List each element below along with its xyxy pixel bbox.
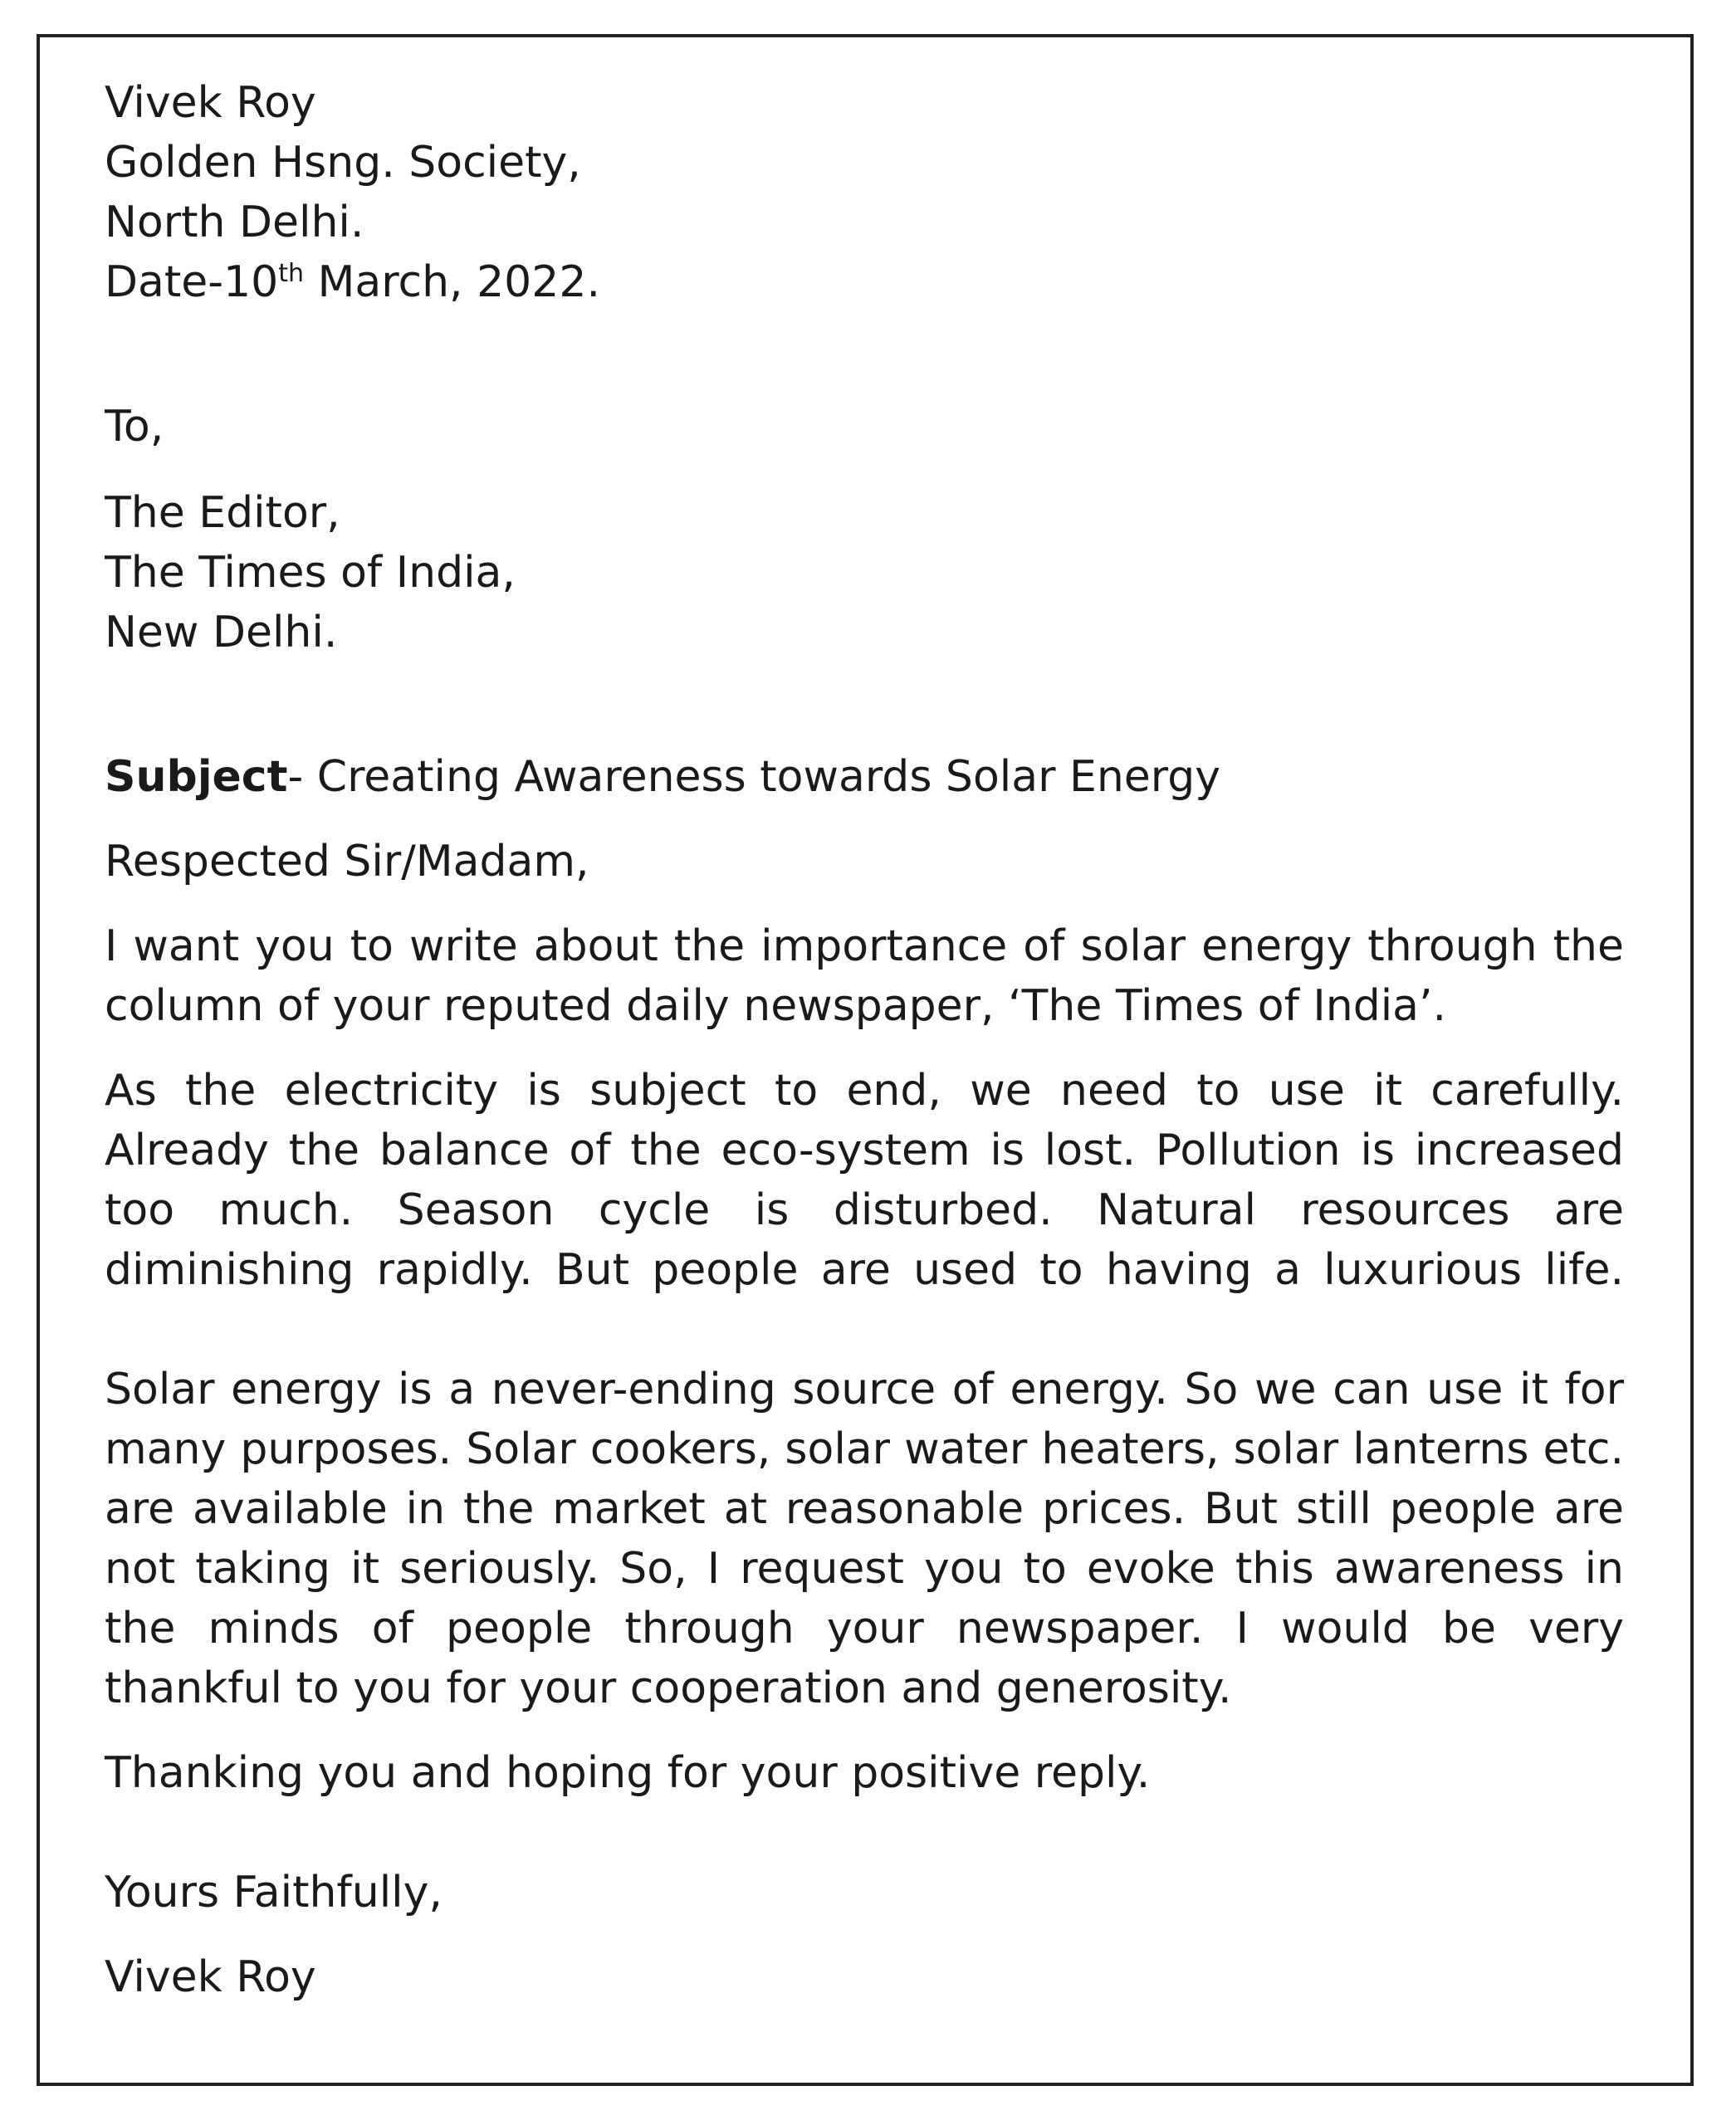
date-prefix: Date-10 [105,257,279,307]
signature [105,1947,1624,2007]
letter-body [105,73,1624,2007]
sender-address-line2: North Delhi. [105,198,364,247]
to-text: To, [105,402,164,452]
recipient-line2: The Times of India, [105,548,516,598]
signoff-text: Yours Faithfully, [105,1868,443,1917]
date-ordinal: th [278,259,304,288]
recipient-block [105,483,1624,662]
paragraph-electricity: As the electricity is subject to end, we need to use it carefully. Already the balance of the eco-system is lost. Pollution is increased too much. Season cycle is disturbed. Natural resources are diminishing rapidly. But people are used to having a luxurious life. [105,1066,1624,1295]
date-suffix: March, 2022. [304,257,600,307]
recipient-line1: The Editor, [105,488,340,538]
to-label [105,397,1624,457]
closing-line [105,1743,1624,1803]
sender-address-line1: Golden Hsng. Society, [105,138,581,188]
letter-date [105,252,1624,312]
salutation-text: Respected Sir/Madam, [105,837,589,887]
sender-block [105,73,1624,312]
closing-text: Thanking you and hoping for your positive reply. [105,1748,1151,1798]
subject-label: Subject [105,752,288,802]
subject-text: - Creating Awareness towards Solar Energy [287,752,1221,802]
signoff [105,1863,1624,1922]
subject-line [105,747,1624,807]
salutation [105,832,1624,892]
paragraph-solar-energy: Solar energy is a never-ending source of energy. So we can use it for many purposes. Solar cookers, solar water heaters, solar lanterns etc. are available in the market at reasonable prices. But still people are not taking it seriously. So, I request you to evoke this awareness in the minds of people through your newspaper. I would be very thankful to you for your cooperation and generosity. [105,1365,1624,1713]
signature-name: Vivek Roy [105,1952,316,2002]
recipient-line3: New Delhi. [105,608,338,657]
sender-name: Vivek Roy [105,78,316,128]
paragraph-request: I want you to write about the importance of solar energy through the column of your reputed daily newspaper, ‘The Times of India’. [105,921,1624,1031]
